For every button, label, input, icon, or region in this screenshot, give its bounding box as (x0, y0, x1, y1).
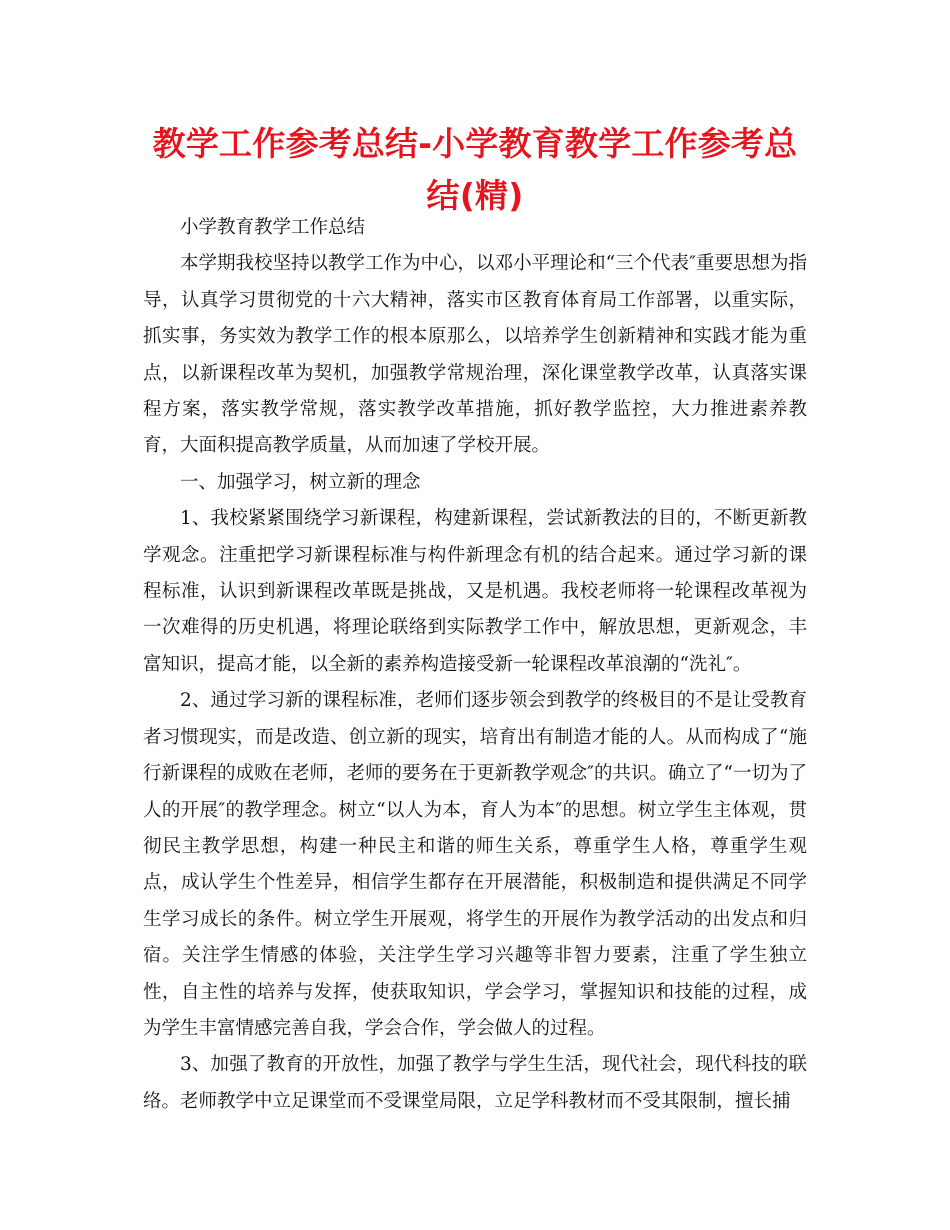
document-body (143, 210, 807, 1120)
paragraph: 3、加强了教育的开放性，加强了教学与学生生活，现代社会，现代科技的联络。老师教学中立足课堂而不受课堂局限，立足学科教材而不受其限制，擅长捕 (143, 1054, 807, 1112)
section-heading: 小学教育教学工作总结 (180, 217, 366, 238)
paragraph: 2、通过学习新的课程标准，老师们逐步领会到教学的终极目的不是让受教育者习惯现实，而是改造、创立新的现实，培育出有制造才能的人。从而构成了“施行新课程的成败在老师，老师的要务在于更新教学观念″的共识。确立了“一切为了人的开展″的教学理念。树立“以人为本，育人为本″的思想。树立学生主体观，贯彻民主教学思想，构建一种民主和谐的师生关系，尊重学生人格，尊重学生观点，成认学生个性差异，相信学生都存在开展潜能，积极制造和提供满足不同学生学习成长的条件。树立学生开展观，将学生的开展作为教学活动的出发点和归宿。关注学生情感的体验，关注学生学习兴趣等非智力要素，注重了学生独立性，自主性的培养与发挥，使获取知识，学会学习，掌握知识和技能的过程，成为学生丰富情感完善自我，学会合作，学会做人的过程。 (143, 690, 807, 1039)
paragraph: 1、我校紧紧围绕学习新课程，构建新课程，尝试新教法的目的，不断更新教学观念。注重把学习新课程标准与构件新理念有机的结合起来。通过学习新的课程标准，认识到新课程改革既是挑战，又是机遇。我校老师将一轮课程改革视为一次难得的历史机遇，将理论联络到实际教学工作中，解放思想，更新观念，丰富知识，提高才能，以全新的素养构造接受新一轮课程改革浪潮的“洗礼″。 (143, 508, 807, 675)
section-heading: 一、加强学习，树立新的理念 (180, 471, 421, 493)
paragraph: 本学期我校坚持以教学工作为中心，以邓小平理论和“三个代表″重要思想为指导，认真学习贯彻党的十六大精神，落实市区教育体育局工作部署，以重实际，抓实事，务实效为教学工作的根本原那么，以培养学生创新精神和实践才能为重点，以新课程改革为契机，加强教学常规治理，深化课堂教学改革，认真落实课程方案，落实教学常规，落实教学改革措施，抓好教学监控，大力推进素养教育，大面积提高教学质量，从而加速了学校开展。 (143, 253, 807, 457)
document-title: 教学工作参考总结-小学教育教学工作参考总结(精) (152, 124, 798, 215)
